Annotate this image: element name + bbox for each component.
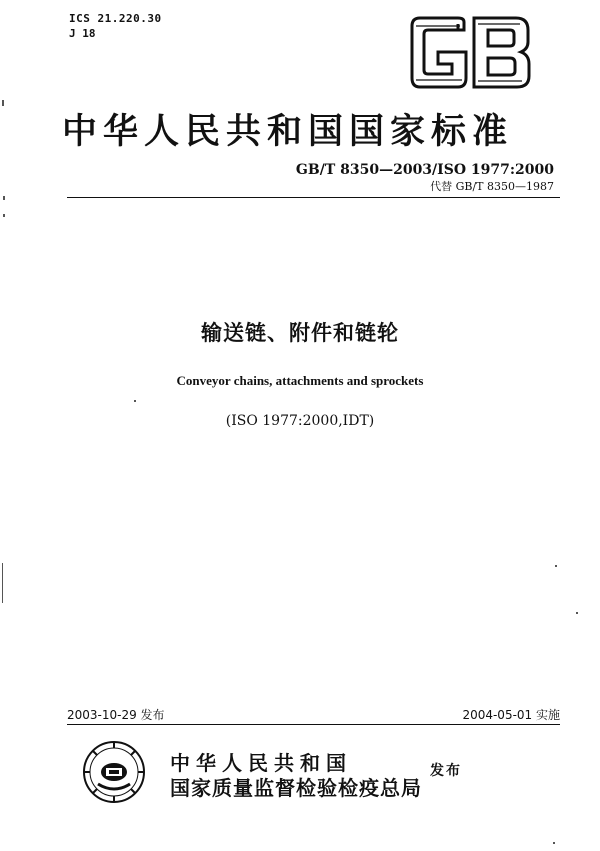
implementation-date: 2004-05-01 实施 — [462, 708, 560, 722]
iso-equivalence: (ISO 1977:2000,IDT) — [225, 413, 375, 429]
chinese-title: 输送链、附件和链轮 — [201, 321, 399, 345]
top-divider — [67, 197, 560, 198]
publish-label: 发布 — [430, 763, 462, 779]
issue-date: 2003-10-29 发布 — [67, 708, 165, 722]
national-standard-title: 中华人民共和国国家标准 — [62, 111, 514, 152]
bottom-divider — [67, 724, 560, 725]
publisher-country: 中华人民共和国 — [170, 751, 352, 775]
replaces-standard: 代替 GB/T 8350—1987 — [430, 180, 554, 193]
aqsiq-seal-icon — [82, 740, 146, 804]
english-title: Conveyor chains, attachments and sprockets — [176, 373, 424, 388]
ccs-code: J 18 — [69, 27, 96, 40]
ics-code: ICS 21.220.30 — [69, 12, 162, 25]
gb-logo-icon — [408, 16, 533, 89]
standard-number: GB/T 8350—2003/ISO 1977:2000 — [295, 162, 554, 178]
publisher-agency: 国家质量监督检验检疫总局 — [170, 776, 422, 800]
